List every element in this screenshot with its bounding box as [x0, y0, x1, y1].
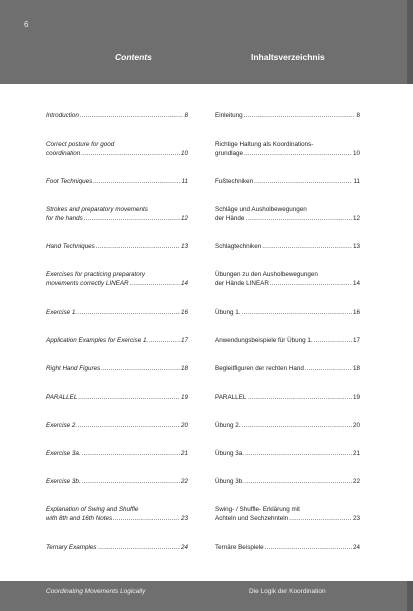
toc-entry-title: Introduction: [46, 112, 79, 119]
toc-english-column: [46, 0, 188, 611]
toc-de-entry[interactable]: [215, 111, 360, 120]
toc-entry-title: with 8th and 16th Notes: [46, 515, 113, 522]
dot-leader: [149, 336, 180, 345]
toc-de-entry[interactable]: [215, 393, 360, 402]
toc-entry-title: Übung 1.: [215, 309, 241, 316]
toc-de-entry[interactable]: [215, 421, 360, 430]
toc-en-entry[interactable]: [46, 449, 188, 458]
dot-leader: [244, 149, 352, 158]
toc-entry-title: Swing- / Shuffle- Erklärung mit: [215, 506, 300, 513]
toc-entry-title: Ternäre Beispiele: [215, 544, 264, 551]
header-edge: [407, 0, 413, 84]
toc-line: [215, 111, 360, 120]
toc-page-number: 10: [352, 150, 360, 157]
toc-en-entry[interactable]: [46, 270, 188, 288]
page-number: 6: [24, 20, 29, 29]
toc-entry-title: Schläge und Ausholbewegungen: [215, 206, 307, 213]
toc-entry-title: Achteln und Sechzehnteln: [215, 515, 289, 522]
toc-line: [215, 543, 360, 552]
toc-page-number: 16: [180, 309, 188, 316]
contents-heading: Contents: [115, 52, 152, 62]
toc-entry-title: Richtige Haltung als Koordinations-: [215, 141, 314, 148]
toc-entry-title: grundlage: [215, 150, 244, 157]
toc-en-entry[interactable]: [46, 543, 188, 552]
toc-page-number: 22: [180, 478, 188, 485]
toc-en-entry[interactable]: [46, 308, 188, 317]
toc-page-number: 21: [180, 450, 188, 457]
toc-line: [215, 449, 360, 458]
toc-en-entry[interactable]: [46, 364, 188, 373]
dot-leader: [78, 308, 180, 317]
dot-leader: [254, 177, 352, 186]
toc-line: [215, 308, 360, 317]
toc-entry-title: Übung 2.: [215, 422, 241, 429]
toc-entry-title: Explanation of Swing and Shuffle: [46, 506, 139, 513]
toc-line: [46, 242, 188, 251]
toc-line: [215, 505, 360, 514]
toc-entry-title: Foot Techniques: [46, 178, 93, 185]
toc-line: [46, 449, 188, 458]
toc-en-entry[interactable]: [46, 140, 188, 158]
toc-line: [46, 393, 188, 402]
toc-page-number: 18: [180, 365, 188, 372]
toc-page-number: 11: [181, 178, 188, 185]
toc-line: [215, 140, 360, 149]
toc-de-entry[interactable]: [215, 477, 360, 486]
toc-page-number: 11: [353, 178, 360, 185]
toc-line: [46, 505, 188, 514]
toc-de-entry[interactable]: [215, 364, 360, 373]
dot-leader: [98, 543, 180, 552]
toc-line: [215, 242, 360, 251]
dot-leader: [82, 477, 180, 486]
toc-de-entry[interactable]: [215, 270, 360, 288]
toc-page-number: 22: [352, 478, 360, 485]
toc-de-entry[interactable]: [215, 336, 360, 345]
dot-leader: [101, 364, 180, 373]
dot-leader: [93, 177, 180, 186]
dot-leader: [305, 364, 352, 373]
toc-line: [215, 205, 360, 214]
toc-en-entry[interactable]: [46, 205, 188, 223]
toc-page-number: 13: [352, 243, 360, 250]
dot-leader: [78, 393, 180, 402]
toc-en-entry[interactable]: [46, 336, 188, 345]
dot-leader: [265, 543, 352, 552]
toc-entry-title: Begleitfiguren der rechten Hand: [215, 365, 304, 372]
toc-entry-title: PARALLEL: [215, 394, 247, 401]
toc-entry-title: Fußtechniken: [215, 178, 254, 185]
toc-line: [46, 214, 188, 223]
toc-de-entry[interactable]: [215, 449, 360, 458]
dot-leader: [78, 421, 180, 430]
dot-leader: [80, 111, 184, 120]
toc-line: [46, 140, 188, 149]
dot-leader: [289, 514, 352, 523]
toc-entry-title: for the hands: [46, 215, 83, 222]
toc-line: [46, 149, 188, 158]
toc-entry-title: Correct posture for good: [46, 141, 115, 148]
toc-page-number: 19: [180, 394, 188, 401]
toc-en-entry[interactable]: [46, 421, 188, 430]
toc-line: [215, 149, 360, 158]
toc-entry-title: Exercises for practicing preparatory: [46, 271, 146, 278]
toc-line: [46, 514, 188, 523]
toc-german-column: [215, 0, 360, 611]
toc-entry-title: Übung 3a.: [215, 450, 245, 457]
toc-line: [46, 279, 188, 288]
toc-page-number: 20: [352, 422, 360, 429]
dot-leader: [245, 214, 352, 223]
toc-page-number: 24: [180, 544, 188, 551]
toc-entry-title: Application Examples for Exercise 1.: [46, 337, 149, 344]
toc-entry-title: Exercise 3b.: [46, 478, 81, 485]
toc-line: [215, 364, 360, 373]
toc-line: [46, 477, 188, 486]
dot-leader: [245, 477, 352, 486]
toc-de-entry[interactable]: [215, 177, 360, 186]
toc-entry-title: Ternary Examples: [46, 544, 97, 551]
toc-en-entry[interactable]: [46, 177, 188, 186]
toc-page-number: 18: [352, 365, 360, 372]
toc-line: [46, 336, 188, 345]
dot-leader: [262, 242, 352, 251]
toc-en-entry[interactable]: [46, 505, 188, 523]
toc-line: [46, 111, 188, 120]
dot-leader: [130, 279, 180, 288]
toc-page-number: 12: [180, 215, 188, 222]
toc-page-number: 13: [180, 243, 188, 250]
toc-page-number: 8: [184, 112, 188, 119]
toc-page-number: 24: [352, 544, 360, 551]
toc-entry-title: Exercise 3a.: [46, 450, 81, 457]
toc-entry-title: der Hände LINEAR: [215, 280, 269, 287]
toc-entry-title: movements correctly LINEAR: [46, 280, 129, 287]
toc-page-number: 12: [352, 215, 360, 222]
toc-page-number: 23: [180, 515, 188, 522]
toc-entry-title: coordination: [46, 150, 81, 157]
dot-leader: [96, 242, 180, 251]
toc-entry-title: Exercise 1.: [46, 309, 78, 316]
toc-entry-title: PARALLEL: [46, 394, 78, 401]
toc-entry-title: Übungen zu den Ausholbewegungen: [215, 271, 318, 278]
toc-de-entry[interactable]: [215, 242, 360, 251]
toc-page-number: 8: [356, 112, 360, 119]
toc-page-number: 10: [180, 150, 188, 157]
toc-en-entry[interactable]: [46, 393, 188, 402]
dot-leader: [270, 279, 352, 288]
toc-en-entry[interactable]: [46, 111, 188, 120]
toc-page-number: 19: [352, 394, 360, 401]
toc-line: [46, 364, 188, 373]
toc-entry-title: Schlagtechniken: [215, 243, 262, 250]
inhaltsverzeichnis-heading: Inhaltsverzeichnis: [251, 52, 325, 62]
footer-title-english: Coordinating Movements Logically: [46, 588, 146, 595]
toc-page-number: 14: [352, 280, 360, 287]
dot-leader: [82, 449, 180, 458]
toc-line: [46, 308, 188, 317]
toc-page-number: 16: [352, 309, 360, 316]
toc-line: [46, 421, 188, 430]
toc-line: [215, 336, 360, 345]
toc-line: [215, 421, 360, 430]
toc-entry-title: Exercise 2.: [46, 422, 78, 429]
toc-line: [215, 214, 360, 223]
footer-edge: [407, 581, 413, 611]
toc-page-number: 23: [352, 515, 360, 522]
toc-page-number: 14: [180, 280, 188, 287]
dot-leader: [81, 149, 180, 158]
toc-de-entry[interactable]: [215, 205, 360, 223]
dot-leader: [84, 214, 180, 223]
toc-en-entry[interactable]: [46, 477, 188, 486]
toc-line: [215, 177, 360, 186]
toc-page-number: 21: [352, 450, 360, 457]
toc-de-entry[interactable]: [215, 505, 360, 523]
page-footer: [0, 581, 413, 611]
toc-entry-title: Right Hand Figures: [46, 365, 101, 372]
toc-line: [46, 270, 188, 279]
toc-entry-title: der Hände: [215, 215, 245, 222]
toc-entry-title: Einleitung: [215, 112, 243, 119]
toc-line: [215, 270, 360, 279]
toc-de-entry[interactable]: [215, 543, 360, 552]
toc-de-entry[interactable]: [215, 308, 360, 317]
toc-line: [215, 514, 360, 523]
toc-page-number: 20: [180, 422, 188, 429]
toc-line: [46, 543, 188, 552]
toc-line: [215, 279, 360, 288]
dot-leader: [113, 514, 180, 523]
toc-line: [215, 393, 360, 402]
dot-leader: [242, 421, 352, 430]
dot-leader: [244, 111, 356, 120]
dot-leader: [314, 336, 352, 345]
toc-en-entry[interactable]: [46, 242, 188, 251]
toc-entry-title: Hand Techniques: [46, 243, 95, 250]
dot-leader: [247, 393, 352, 402]
toc-entry-title: Anwendungsbeispiele für Übung 1.: [215, 337, 313, 344]
toc-de-entry[interactable]: [215, 140, 360, 158]
toc-line: [215, 477, 360, 486]
toc-entry-title: Strokes and preparatory movements: [46, 206, 148, 213]
footer-title-german: Die Logik der Koordination: [249, 588, 326, 595]
toc-page-number: 17: [352, 337, 360, 344]
toc-line: [46, 177, 188, 186]
dot-leader: [242, 308, 352, 317]
toc-page-number: 17: [180, 337, 188, 344]
toc-entry-title: Übung 3b.: [215, 478, 245, 485]
dot-leader: [245, 449, 352, 458]
toc-line: [46, 205, 188, 214]
